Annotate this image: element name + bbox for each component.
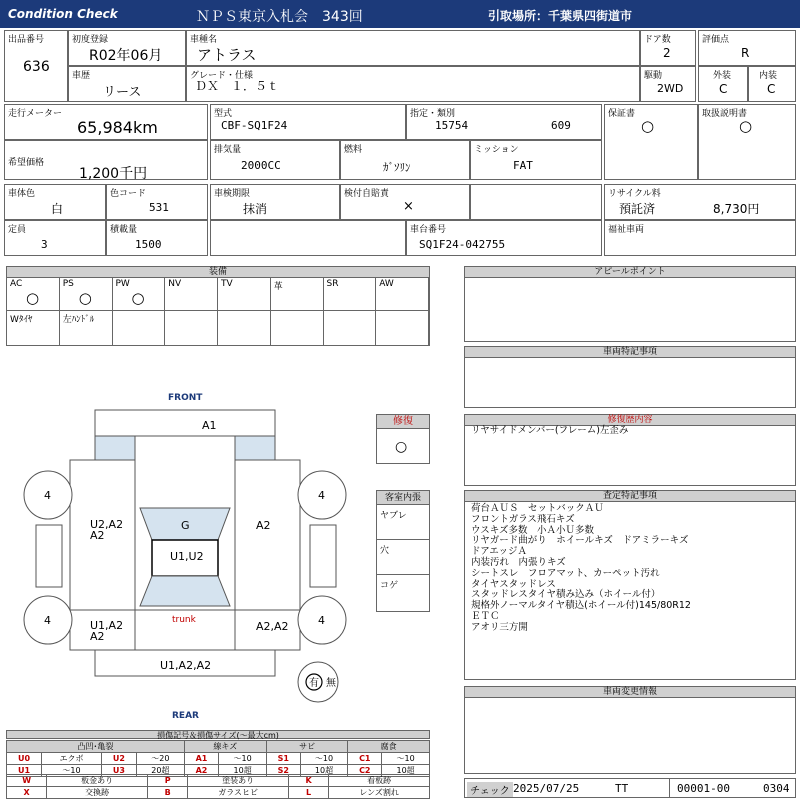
footer-code: 00001-00 xyxy=(677,782,730,795)
equipment-label: NV xyxy=(168,279,182,289)
rear-label: REAR xyxy=(172,711,199,721)
fuel-cell: 燃料 ｶﾞｿﾘﾝ xyxy=(340,140,470,180)
equipment-title: 装備 xyxy=(7,267,429,278)
legend-title: 損傷記号＆損傷サイズ(～最大cm) xyxy=(6,730,430,739)
drive-cell: 駆動 2WD xyxy=(640,66,696,102)
front-label: FRONT xyxy=(168,393,203,403)
welfare-cell: 福祉車両 xyxy=(604,220,796,256)
right-front-label: A2 xyxy=(256,519,271,532)
appeal-panel xyxy=(464,266,796,342)
repair-box xyxy=(376,414,430,464)
exterior-cell: 外装 C xyxy=(698,66,748,102)
first-reg: R02年06月 xyxy=(89,48,163,64)
repair-detail-title: 修復歴内容 xyxy=(465,415,795,426)
equipment-cell-row2 xyxy=(376,311,429,345)
history: リース xyxy=(103,85,142,100)
tire-fl: 4 xyxy=(44,489,51,502)
equipment-cell-row2 xyxy=(218,311,271,345)
equipment-item-aw xyxy=(376,278,429,311)
price-cell: 希望価格 1,200千円 xyxy=(4,140,208,180)
equipment-panel xyxy=(6,266,430,346)
cabin-title: 客室内張 xyxy=(377,491,429,505)
equipment-value: ○ xyxy=(131,289,145,307)
doors-cell: ドア数 2 xyxy=(640,30,696,66)
equipment-cell-row2 xyxy=(324,311,377,345)
load: 1500 xyxy=(135,238,162,251)
recycle-amount: 8,730円 xyxy=(713,202,760,216)
lot-no: 636 xyxy=(23,59,50,75)
interior-cell: 内装 C xyxy=(748,66,796,102)
category: 609 xyxy=(551,119,571,132)
history-cell: 車歴 リース xyxy=(68,66,186,102)
tire-fr: 4 xyxy=(318,489,325,502)
equipment-label: TV xyxy=(221,279,233,289)
legend-panel xyxy=(6,730,430,796)
a1-top: A1 xyxy=(202,419,217,432)
logo-text: Condition Check xyxy=(8,7,118,21)
inspection-notes-title: 査定特記事項 xyxy=(465,491,795,502)
equipment-item-tv xyxy=(218,278,271,311)
car-name: アトラス xyxy=(197,46,257,64)
equipment-item-nv xyxy=(165,278,218,311)
displacement: 2000CC xyxy=(241,159,281,172)
change-info-panel xyxy=(464,686,796,774)
warranty: ○ xyxy=(641,117,655,135)
cabin-item-3: コゲ xyxy=(380,581,399,591)
designation-cell: 指定・類別 15754 609 xyxy=(406,104,602,140)
equipment-cell-row2 xyxy=(165,311,218,345)
tire-rl: 4 xyxy=(44,614,51,627)
mission: FAT xyxy=(513,159,533,172)
repair-value: ○ xyxy=(395,439,408,455)
first-reg-cell: 初度登録 R02年06月 xyxy=(68,30,186,66)
check-date: 2025/07/25 xyxy=(513,782,580,795)
inspection: 抹消 xyxy=(243,202,268,216)
auction-title: ＮＰＳ東京入札会 343回 xyxy=(196,9,363,25)
liability: × xyxy=(403,199,414,214)
footer-bar xyxy=(464,778,796,798)
equipment-cell-row2 xyxy=(60,311,113,345)
car-diagram xyxy=(0,380,376,725)
lot-no-cell: 出品番号 636 xyxy=(4,30,68,102)
repair-detail-text: リヤサイドメンバー(フレーム)左歪み xyxy=(471,425,629,436)
exterior: C xyxy=(719,82,728,96)
legend-table-2: W 板金あり P 塗装あり K 看板跡 X 交換跡 B ガラスヒビ L レンズ割れ xyxy=(6,774,430,799)
inspection-notes-text: 荷台ＡＵＳ セットバックＡＵ フロントガラス飛石キズ ウスキズ多数 小Ａ小Ｕ多数 リヤガード曲がり ホイールキズ ドアミラーキズ ドアエッジＡ 内装汚れ 内張りキズ シートスレ フロアマット、カーペット汚れ タイヤスタッドレス スタッドレスタイヤ積み込み（ホイール付） 規格外ノーマルタイヤ積込(ホイール付)145/80R12 ＥＴＣ アオリ三方開 xyxy=(471,503,691,633)
capacity: 3 xyxy=(41,238,48,251)
footer-no: 0304 xyxy=(763,782,790,795)
drive: 2WD xyxy=(657,82,684,95)
equipment-item-sr xyxy=(324,278,377,311)
check-label: チェック xyxy=(467,782,513,797)
grade-score-cell: 評価点 R xyxy=(698,30,796,66)
capacity-cell: 定員 3 xyxy=(4,220,106,256)
rear-bumper-label: U1,A2,A2 xyxy=(160,659,212,672)
color-code: 531 xyxy=(149,201,169,214)
color-code-cell: 色コード 531 xyxy=(106,184,208,220)
equipment-cell-row2 xyxy=(271,311,324,345)
equipment-cell-row2 xyxy=(7,311,60,345)
mileage: 65,984km xyxy=(77,118,158,137)
fuel: ｶﾞｿﾘﾝ xyxy=(383,161,411,174)
equipment-label: AW xyxy=(379,279,394,289)
equipment-label: SR xyxy=(326,279,339,289)
pickup-location: 引取場所：千葉県四街道市 xyxy=(488,9,633,23)
equipment-cell-row2 xyxy=(113,311,166,345)
equipment-label: PS xyxy=(62,279,74,289)
color: 白 xyxy=(51,202,64,216)
checker: TT xyxy=(615,782,629,795)
tire-rr: 4 xyxy=(318,614,325,627)
manual: ○ xyxy=(739,117,753,135)
appeal-title: アピールポイント xyxy=(465,267,795,278)
displacement-cell: 排気量 2000CC xyxy=(210,140,340,180)
equipment-item-ps xyxy=(60,278,113,311)
legend-table: 凸凹･亀裂 線キズ サビ 腐食 U0 エクボ U2 ～20 A1 ～10 S1 ～10 C1 ～10 U1 ～10 U3 20超 A2 10超 S2 10超 C2 10超 xyxy=(6,740,430,777)
right-rear-label: A2,A2 xyxy=(256,620,289,633)
equipment-value: ○ xyxy=(78,289,92,307)
warranty-cell: 保証書 ○ xyxy=(604,104,698,180)
cabin-item-1: ヤブレ xyxy=(380,511,407,521)
empty-cell-r4 xyxy=(210,220,406,256)
grade-score: R xyxy=(741,46,750,60)
load-cell: 積載量 1500 xyxy=(106,220,208,256)
cabin-item-2: 穴 xyxy=(380,546,390,556)
equipment-value: ○ xyxy=(26,289,40,307)
equipment-item-革 xyxy=(271,278,324,311)
inspection-notes-panel xyxy=(464,490,796,680)
price: 1,200千円 xyxy=(79,166,148,182)
mileage-cell: 走行メーター 65,984km xyxy=(4,104,208,140)
recycle-cell: リサイクル料 預託済 8,730円 xyxy=(604,184,796,220)
model-cell: 型式 CBF-SQ1F24 xyxy=(210,104,406,140)
equipment-row2-label: 左ﾊﾝﾄﾞﾙ xyxy=(62,315,95,325)
special-title: 車両特記事項 xyxy=(465,347,795,358)
spare-yes: 有 xyxy=(309,678,319,689)
recycle-status: 預託済 xyxy=(619,202,656,216)
grade-cell: グレード・仕様 ＤＸ １．５ｔ xyxy=(186,66,640,102)
interior: C xyxy=(767,82,776,96)
special-panel xyxy=(464,346,796,408)
repair-detail-panel xyxy=(464,414,796,486)
cabin-box xyxy=(376,490,430,612)
change-info-title: 車両変更情報 xyxy=(465,687,795,698)
equipment-label: PW xyxy=(115,279,130,289)
left-rear-label: U1,A2 A2 xyxy=(90,619,124,643)
left-front-label: U2,A2 A2 xyxy=(90,518,124,542)
liability-cell: 検付自賠責 × xyxy=(340,184,470,220)
equipment-row2-label: Wﾀｲﾔ xyxy=(10,315,33,325)
empty-cell-r3 xyxy=(470,184,602,220)
model: CBF-SQ1F24 xyxy=(221,119,288,132)
designation: 15754 xyxy=(435,119,469,132)
trunk-label: trunk xyxy=(172,615,196,625)
repair-title: 修復 xyxy=(377,415,429,429)
inspection-cell: 車検期限 抹消 xyxy=(210,184,340,220)
header-bar xyxy=(0,0,800,28)
equipment-label: AC xyxy=(10,279,23,289)
grade: ＤＸ １．５ｔ xyxy=(195,79,280,93)
spare-no: 無 xyxy=(326,678,336,689)
chassis-cell: 車台番号 SQ1F24-042755 xyxy=(406,220,602,256)
color-cell: 車体色 白 xyxy=(4,184,106,220)
u1u2-label: U1,U2 xyxy=(170,550,204,563)
doors: 2 xyxy=(663,46,671,60)
chassis: SQ1F24-042755 xyxy=(419,238,506,251)
manual-cell: 取扱説明書 ○ xyxy=(698,104,796,180)
mission-cell: ミッション FAT xyxy=(470,140,602,180)
car-name-cell: 車種名 アトラス xyxy=(186,30,640,66)
equipment-label: 革 xyxy=(273,282,283,292)
equipment-item-pw xyxy=(113,278,166,311)
equipment-item-ac xyxy=(7,278,60,311)
g-label: G xyxy=(181,519,190,532)
